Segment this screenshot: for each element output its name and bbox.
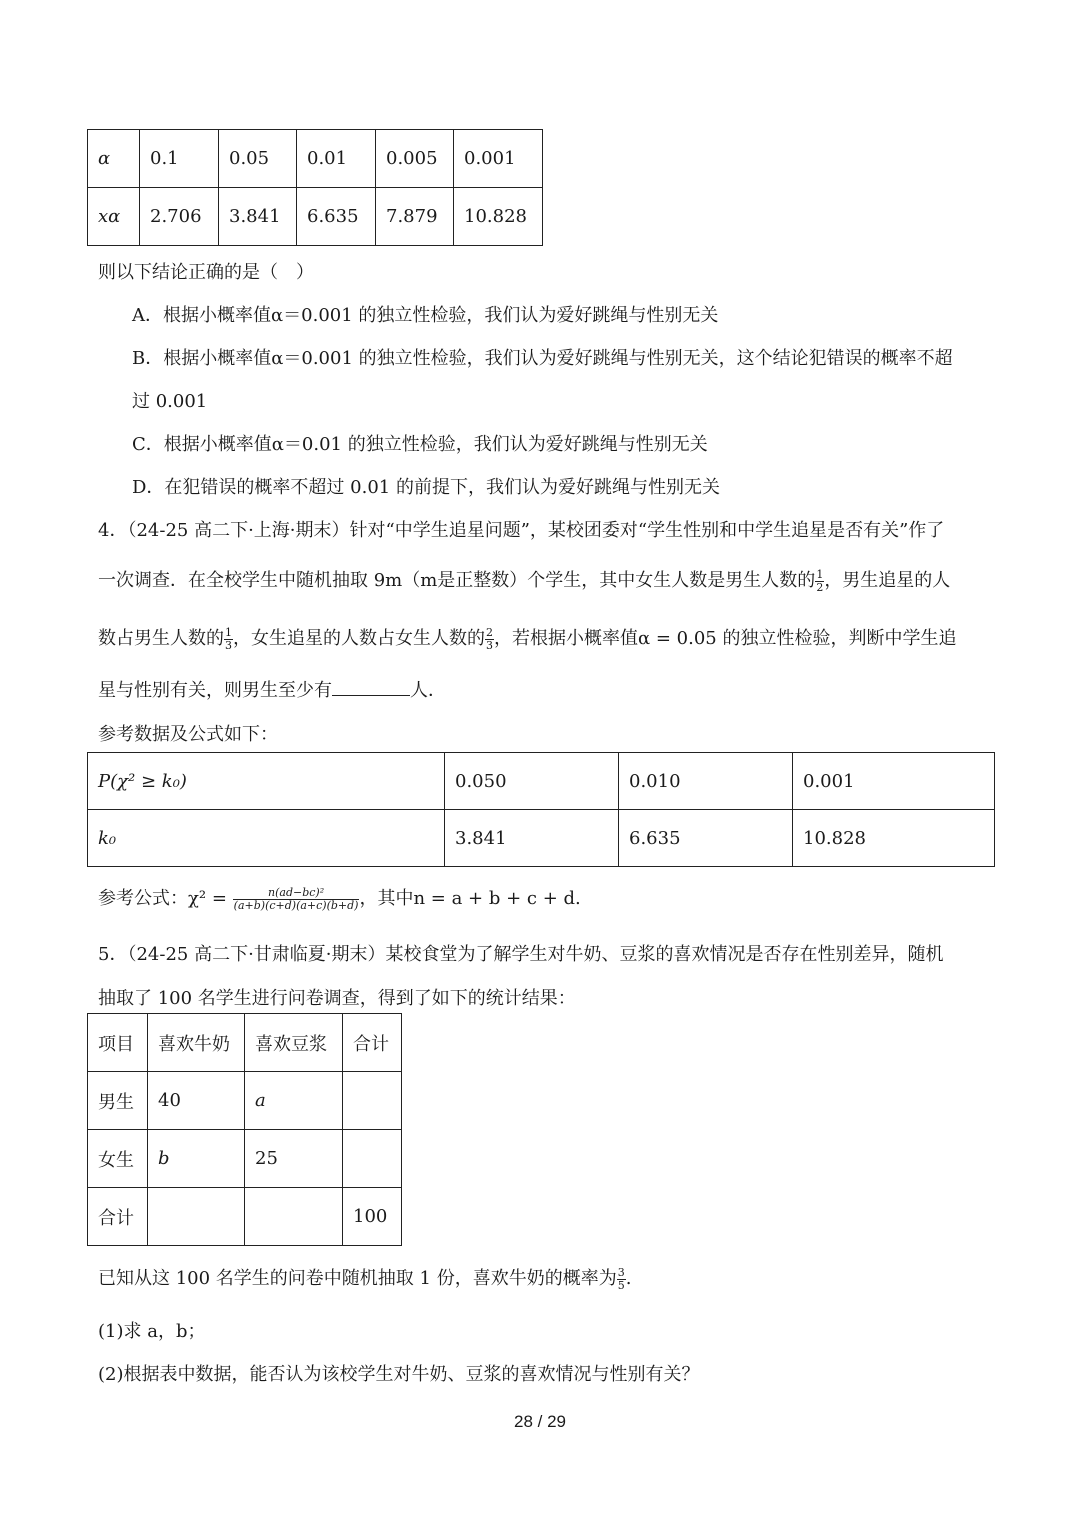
- table-row: [88, 130, 543, 188]
- table-row: [88, 1014, 402, 1072]
- q4-line-3-text: 数占男生人数的: [98, 628, 224, 649]
- formula-tail: ，其中n = a + b + c + d.: [359, 888, 581, 909]
- table-cell: 6.635: [619, 810, 793, 867]
- table-cell: 10.828: [793, 810, 995, 867]
- table-cell: 项目: [88, 1014, 148, 1072]
- formula-fraction: $\frac{\text{n(ad−bc)²}}{(a+b)(c+d)(a+c)(b+d)}$: [233, 885, 359, 912]
- table-cell: 7.879: [376, 188, 454, 246]
- q3-option-d: D．在犯错误的概率不超过 0.01 的前提下，我们认为爱好跳绳与性别无关: [132, 477, 720, 498]
- table-cell: [343, 1072, 402, 1130]
- q3-option-c: C．根据小概率值α＝0.01 的独立性检验，我们认为爱好跳绳与性别无关: [132, 434, 708, 455]
- q4-line-1: 4．（24-25 高二下·上海·期末）针对“中学生追星问题”，某校团委对“学生性别和中学生追星是否有关”作了: [98, 520, 945, 541]
- table-cell: 0.05: [219, 130, 297, 188]
- table-cell: 喜欢牛奶: [148, 1014, 245, 1072]
- table-cell: 100: [343, 1188, 402, 1246]
- table-cell: 40: [148, 1072, 245, 1130]
- table-cell: 25: [245, 1130, 343, 1188]
- q5-table: [87, 1013, 402, 1246]
- q4-line-3-mid: ，女生追星的人数占女生人数的: [233, 628, 485, 649]
- table-cell: 喜欢豆浆: [245, 1014, 343, 1072]
- q5-part-2: (2)根据表中数据，能否认为该校学生对牛奶、豆浆的喜欢情况与性别有关？: [98, 1364, 700, 1385]
- table-cell: k₀: [88, 810, 445, 867]
- table-cell: 2.706: [140, 188, 219, 246]
- table-cell: 0.050: [445, 753, 619, 810]
- table-cell: [343, 1130, 402, 1188]
- table-cell: b: [148, 1130, 245, 1188]
- q5-line-1: 5．（24-25 高二下·甘肃临夏·期末）某校食堂为了解学生对牛奶、豆浆的喜欢情况是否存在性别差异，随机: [98, 944, 944, 965]
- answer-blank[interactable]: [332, 677, 410, 696]
- fraction-two-thirds: $\frac{2}{3}$: [486, 625, 493, 652]
- q5-line-2: 抽取了 100 名学生进行问卷调查，得到了如下的统计结果：: [98, 988, 576, 1009]
- table-cell: [148, 1188, 245, 1246]
- table-cell: 0.1: [140, 130, 219, 188]
- q4-line-3-tail: ，若根据小概率值α = 0.05 的独立性检验，判断中学生追: [494, 628, 957, 649]
- q4-line-4: [98, 676, 446, 702]
- table-cell: 合计: [343, 1014, 402, 1072]
- q5-part-1: (1)求 a，b；: [98, 1321, 206, 1342]
- q4-reference-label: 参考数据及公式如下：: [98, 724, 278, 745]
- q3-option-b-continued: 过 0.001: [132, 391, 208, 412]
- q3-prompt: 则以下结论正确的是（ ）: [98, 262, 314, 283]
- q3-option-a: A．根据小概率值α＝0.001 的独立性检验，我们认为爱好跳绳与性别无关: [132, 305, 719, 326]
- table-cell: 0.001: [454, 130, 543, 188]
- q4-line-2-text: 一次调查．在全校学生中随机抽取 9m（m是正整数）个学生，其中女生人数是男生人数的: [98, 570, 816, 591]
- q5-probability-line: [98, 1264, 631, 1292]
- table-cell: 0.005: [376, 130, 454, 188]
- table-cell: 合计: [88, 1188, 148, 1246]
- q3-option-b: B．根据小概率值α＝0.001 的独立性检验，我们认为爱好跳绳与性别无关，这个结论犯错误的概率不超: [132, 348, 953, 369]
- table-row: [88, 1072, 402, 1130]
- table-row: [88, 188, 543, 246]
- table-cell: [245, 1188, 343, 1246]
- formula-label: 参考公式：χ² =: [98, 888, 227, 909]
- table-cell: 女生: [88, 1130, 148, 1188]
- q4-line-4-tail: 人．: [410, 680, 446, 701]
- q4-formula: [98, 884, 581, 912]
- table-cell: xα: [88, 188, 140, 246]
- table-row: [88, 1130, 402, 1188]
- table-cell: 10.828: [454, 188, 543, 246]
- table-cell: 男生: [88, 1072, 148, 1130]
- table-row: [88, 1188, 402, 1246]
- k0-table: [87, 752, 995, 867]
- q5-probability-text: 已知从这 100 名学生的问卷中随机抽取 1 份，喜欢牛奶的概率为: [98, 1268, 617, 1289]
- q4-line-2: [98, 566, 950, 594]
- fraction-third: $\frac{1}{3}$: [225, 625, 232, 652]
- table-cell: 3.841: [219, 188, 297, 246]
- fraction-three-fifths: $\frac{3}{5}$: [617, 1265, 625, 1292]
- table-cell: a: [245, 1072, 343, 1130]
- fraction-half: $\frac{1}{2}$: [816, 567, 824, 594]
- table-cell: 3.841: [445, 810, 619, 867]
- table-cell: 0.01: [297, 130, 376, 188]
- table-cell: P(χ² ≥ k₀): [88, 753, 445, 810]
- q4-line-2-tail: ，男生追星的人: [824, 570, 951, 591]
- table-cell: 6.635: [297, 188, 376, 246]
- table-row: [88, 810, 995, 867]
- q4-line-4-text: 星与性别有关，则男生至少有: [98, 680, 332, 701]
- q4-line-3: [98, 624, 956, 652]
- table-cell: 0.010: [619, 753, 793, 810]
- table-cell: 0.001: [793, 753, 995, 810]
- table-cell: α: [88, 130, 140, 188]
- alpha-table: [87, 129, 543, 246]
- q5-probability-end: .: [625, 1268, 632, 1289]
- page-number: 28 / 29: [514, 1412, 566, 1431]
- table-row: [88, 753, 995, 810]
